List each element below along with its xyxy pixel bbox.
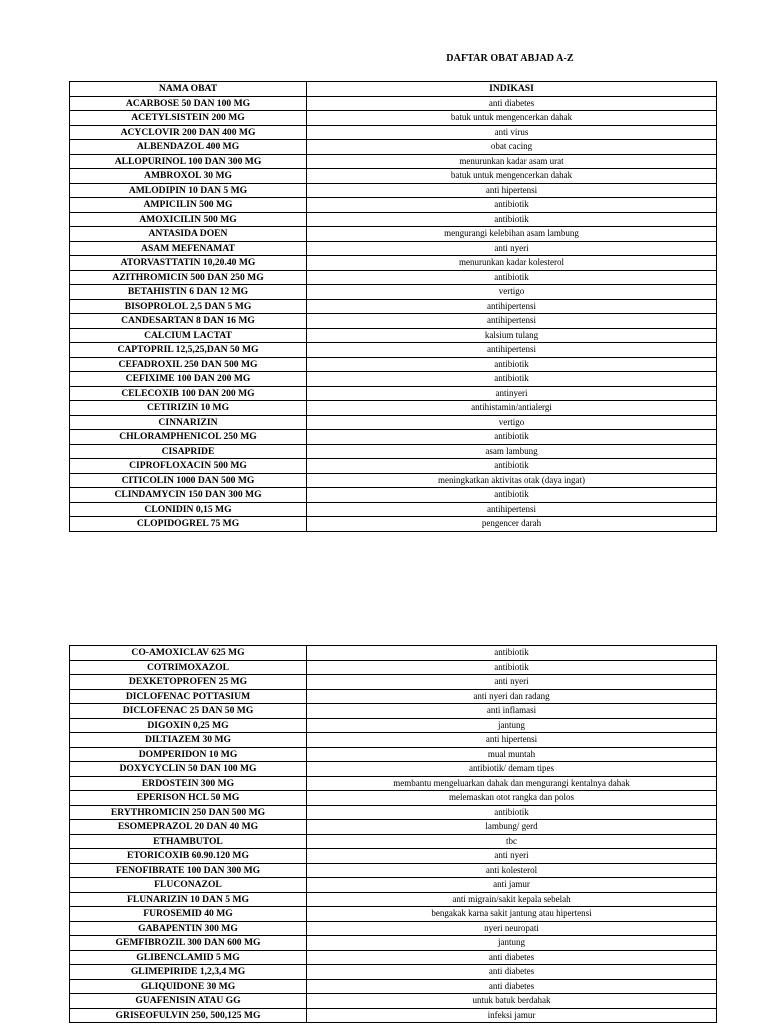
table-row — [70, 386, 717, 401]
header-nama-obat: NAMA OBAT — [70, 82, 307, 97]
drug-name-cell: CAPTOPRIL 12,5,25,DAN 50 MG — [70, 343, 307, 358]
table-row — [70, 863, 717, 878]
drug-name-cell: FENOFIBRATE 100 DAN 300 MG — [70, 863, 307, 878]
drug-name-cell: CINNARIZIN — [70, 415, 307, 430]
table-row — [70, 994, 717, 1009]
indication-cell: melemaskan otot rangka dan polos — [307, 791, 717, 806]
drug-name-cell: ALLOPURINOL 100 DAN 300 MG — [70, 154, 307, 169]
drug-name-cell: ERYTHROMICIN 250 DAN 500 MG — [70, 805, 307, 820]
table-row — [70, 689, 717, 704]
indication-cell: menurunkan kadar kolesterol — [307, 256, 717, 271]
drug-name-cell: ACYCLOVIR 200 DAN 400 MG — [70, 125, 307, 140]
table-row — [70, 285, 717, 300]
table-row — [70, 227, 717, 242]
drug-name-cell: COTRIMOXAZOL — [70, 660, 307, 675]
table-row — [70, 675, 717, 690]
drug-name-cell: DOXYCYCLIN 50 DAN 100 MG — [70, 762, 307, 777]
drug-name-cell: DILTIAZEM 30 MG — [70, 733, 307, 748]
table-row — [70, 892, 717, 907]
indication-cell: antibiotik — [307, 212, 717, 227]
indication-cell: anti jamur — [307, 878, 717, 893]
table-row — [70, 921, 717, 936]
table-header-row — [70, 82, 717, 97]
table-row — [70, 299, 717, 314]
indication-cell: menurunkan kadar asam urat — [307, 154, 717, 169]
drug-table-1 — [69, 81, 717, 532]
drug-name-cell: CETIRIZIN 10 MG — [70, 401, 307, 416]
indication-cell: anti hipertensi — [307, 733, 717, 748]
drug-name-cell: DICLOFENAC POTTASIUM — [70, 689, 307, 704]
drug-name-cell: BISOPROLOL 2,5 DAN 5 MG — [70, 299, 307, 314]
table-row — [70, 401, 717, 416]
drug-name-cell: GEMFIBROZIL 300 DAN 600 MG — [70, 936, 307, 951]
drug-name-cell: ETHAMBUTOL — [70, 834, 307, 849]
table-row — [70, 459, 717, 474]
table-row — [70, 907, 717, 922]
drug-name-cell: DEXKETOPROFEN 25 MG — [70, 675, 307, 690]
indication-cell: anti hipertensi — [307, 183, 717, 198]
indication-cell: antibiotik — [307, 646, 717, 661]
indication-cell: anti nyeri — [307, 675, 717, 690]
indication-cell: pengencer darah — [307, 517, 717, 532]
indication-cell: antibiotik — [307, 459, 717, 474]
table-row — [70, 791, 717, 806]
drug-table-1-body — [70, 96, 717, 531]
table-row — [70, 646, 717, 661]
indication-cell: batuk untuk mengencerkan dahak — [307, 111, 717, 126]
table-row — [70, 241, 717, 256]
drug-name-cell: AMBROXOL 30 MG — [70, 169, 307, 184]
table-row — [70, 718, 717, 733]
indication-cell: antihipertensi — [307, 343, 717, 358]
drug-name-cell: CISAPRIDE — [70, 444, 307, 459]
drug-name-cell: GLIBENCLAMID 5 MG — [70, 950, 307, 965]
table-row — [70, 704, 717, 719]
drug-name-cell: GUAFENISIN ATAU GG — [70, 994, 307, 1009]
indication-cell: anti nyeri — [307, 241, 717, 256]
table-row — [70, 776, 717, 791]
table-row — [70, 488, 717, 503]
drug-name-cell: AMLODIPIN 10 DAN 5 MG — [70, 183, 307, 198]
drug-name-cell: AMOXICILIN 500 MG — [70, 212, 307, 227]
drug-name-cell: BETAHISTIN 6 DAN 12 MG — [70, 285, 307, 300]
drug-name-cell: FLUNARIZIN 10 DAN 5 MG — [70, 892, 307, 907]
drug-name-cell: FLUCONAZOL — [70, 878, 307, 893]
table-row — [70, 473, 717, 488]
indication-cell: kalsium tulang — [307, 328, 717, 343]
indication-cell: untuk batuk berdahak — [307, 994, 717, 1009]
indication-cell: anti nyeri — [307, 849, 717, 864]
table-row — [70, 430, 717, 445]
indication-cell: infeksi jamur — [307, 1008, 717, 1023]
header-indikasi: INDIKASI — [307, 82, 717, 97]
drug-name-cell: CLONIDIN 0,15 MG — [70, 502, 307, 517]
drug-name-cell: CO-AMOXICLAV 625 MG — [70, 646, 307, 661]
drug-name-cell: CELECOXIB 100 DAN 200 MG — [70, 386, 307, 401]
table-row — [70, 415, 717, 430]
indication-cell: asam lambung — [307, 444, 717, 459]
drug-name-cell: GRISEOFULVIN 250, 500,125 MG — [70, 1008, 307, 1023]
table-row — [70, 517, 717, 532]
table-row — [70, 820, 717, 835]
table-row — [70, 834, 717, 849]
table-row — [70, 140, 717, 155]
table-row — [70, 357, 717, 372]
indication-cell: anti nyeri dan radang — [307, 689, 717, 704]
table-row — [70, 936, 717, 951]
table-row — [70, 169, 717, 184]
drug-name-cell: AZITHROMICIN 500 DAN 250 MG — [70, 270, 307, 285]
indication-cell: mual muntah — [307, 747, 717, 762]
drug-name-cell: ASAM MEFENAMAT — [70, 241, 307, 256]
indication-cell: membantu mengeluarkan dahak dan mengurangi kentalnya dahak — [307, 776, 717, 791]
drug-name-cell: ESOMEPRAZOL 20 DAN 40 MG — [70, 820, 307, 835]
indication-cell: batuk untuk mengencerkan dahak — [307, 169, 717, 184]
drug-name-cell: CHLORAMPHENICOL 250 MG — [70, 430, 307, 445]
drug-name-cell: GABAPENTIN 300 MG — [70, 921, 307, 936]
table-row — [70, 125, 717, 140]
table-row — [70, 979, 717, 994]
table-row — [70, 198, 717, 213]
table-row — [70, 444, 717, 459]
drug-name-cell: ACARBOSE 50 DAN 100 MG — [70, 96, 307, 111]
drug-name-cell: DIGOXIN 0,25 MG — [70, 718, 307, 733]
table-row — [70, 328, 717, 343]
drug-name-cell: ALBENDAZOL 400 MG — [70, 140, 307, 155]
drug-name-cell: ETORICOXIB 60.90.120 MG — [70, 849, 307, 864]
table-row — [70, 212, 717, 227]
indication-cell: antihipertensi — [307, 502, 717, 517]
indication-cell: anti migrain/sakit kepala sebelah — [307, 892, 717, 907]
drug-name-cell: ATORVASTTATIN 10,20.40 MG — [70, 256, 307, 271]
drug-name-cell: DOMPERIDON 10 MG — [70, 747, 307, 762]
indication-cell: anti inflamasi — [307, 704, 717, 719]
drug-name-cell: EPERISON HCL 50 MG — [70, 791, 307, 806]
indication-cell: vertigo — [307, 415, 717, 430]
indication-cell: lambung/ gerd — [307, 820, 717, 835]
indication-cell: antihipertensi — [307, 299, 717, 314]
table-row — [70, 878, 717, 893]
table-row — [70, 1008, 717, 1023]
indication-cell: jantung — [307, 718, 717, 733]
indication-cell: antibiotik — [307, 372, 717, 387]
indication-cell: anti diabetes — [307, 965, 717, 980]
table-row — [70, 314, 717, 329]
drug-name-cell: ERDOSTEIN 300 MG — [70, 776, 307, 791]
indication-cell: antibiotik — [307, 357, 717, 372]
indication-cell: anti diabetes — [307, 950, 717, 965]
table-row — [70, 965, 717, 980]
table-row — [70, 849, 717, 864]
indication-cell: antibiotik — [307, 430, 717, 445]
document-title: DAFTAR OBAT ABJAD A-Z — [446, 53, 574, 64]
table-row — [70, 111, 717, 126]
drug-name-cell: CALCIUM LACTAT — [70, 328, 307, 343]
indication-cell: anti kolesterol — [307, 863, 717, 878]
drug-name-cell: CANDESARTAN 8 DAN 16 MG — [70, 314, 307, 329]
drug-name-cell: AMPICILIN 500 MG — [70, 198, 307, 213]
table-row — [70, 950, 717, 965]
table-row — [70, 762, 717, 777]
table-row — [70, 343, 717, 358]
table-row — [70, 183, 717, 198]
indication-cell: obat cacing — [307, 140, 717, 155]
table-row — [70, 154, 717, 169]
drug-name-cell: CEFADROXIL 250 DAN 500 MG — [70, 357, 307, 372]
drug-name-cell: ANTASIDA DOEN — [70, 227, 307, 242]
table-row — [70, 502, 717, 517]
indication-cell: antihistamin/antialergi — [307, 401, 717, 416]
indication-cell: vertigo — [307, 285, 717, 300]
indication-cell: meningkatkan aktivitas otak (daya ingat) — [307, 473, 717, 488]
drug-name-cell: FUROSEMID 40 MG — [70, 907, 307, 922]
drug-name-cell: CLOPIDOGREL 75 MG — [70, 517, 307, 532]
indication-cell: tbc — [307, 834, 717, 849]
table-row — [70, 805, 717, 820]
indication-cell: antihipertensi — [307, 314, 717, 329]
indication-cell: anti diabetes — [307, 96, 717, 111]
drug-name-cell: CLINDAMYCIN 150 DAN 300 MG — [70, 488, 307, 503]
drug-name-cell: ACETYLSISTEIN 200 MG — [70, 111, 307, 126]
table-row — [70, 256, 717, 271]
table-row — [70, 270, 717, 285]
indication-cell: anti diabetes — [307, 979, 717, 994]
indication-cell: jantung — [307, 936, 717, 951]
drug-name-cell: CIPROFLOXACIN 500 MG — [70, 459, 307, 474]
indication-cell: antibiotik — [307, 270, 717, 285]
drug-name-cell: GLIMEPIRIDE 1,2,3,4 MG — [70, 965, 307, 980]
table-row — [70, 660, 717, 675]
indication-cell: antibiotik — [307, 805, 717, 820]
indication-cell: nyeri neuropati — [307, 921, 717, 936]
indication-cell: antibiotik — [307, 488, 717, 503]
indication-cell: anti virus — [307, 125, 717, 140]
table-row — [70, 747, 717, 762]
table-row — [70, 372, 717, 387]
indication-cell: antinyeri — [307, 386, 717, 401]
table-row — [70, 733, 717, 748]
indication-cell: mengurangi kelebihan asam lambung — [307, 227, 717, 242]
drug-table-2-body — [70, 646, 717, 1023]
drug-name-cell: CITICOLIN 1000 DAN 500 MG — [70, 473, 307, 488]
indication-cell: antibiotik/ demam tipes — [307, 762, 717, 777]
indication-cell: antibiotik — [307, 660, 717, 675]
drug-name-cell: DICLOFENAC 25 DAN 50 MG — [70, 704, 307, 719]
drug-name-cell: GLIQUIDONE 30 MG — [70, 979, 307, 994]
drug-table-2 — [69, 645, 717, 1023]
indication-cell: bengakak karna sakit jantung atau hipertensi — [307, 907, 717, 922]
indication-cell: antibiotik — [307, 198, 717, 213]
drug-name-cell: CEFIXIME 100 DAN 200 MG — [70, 372, 307, 387]
table-row — [70, 96, 717, 111]
